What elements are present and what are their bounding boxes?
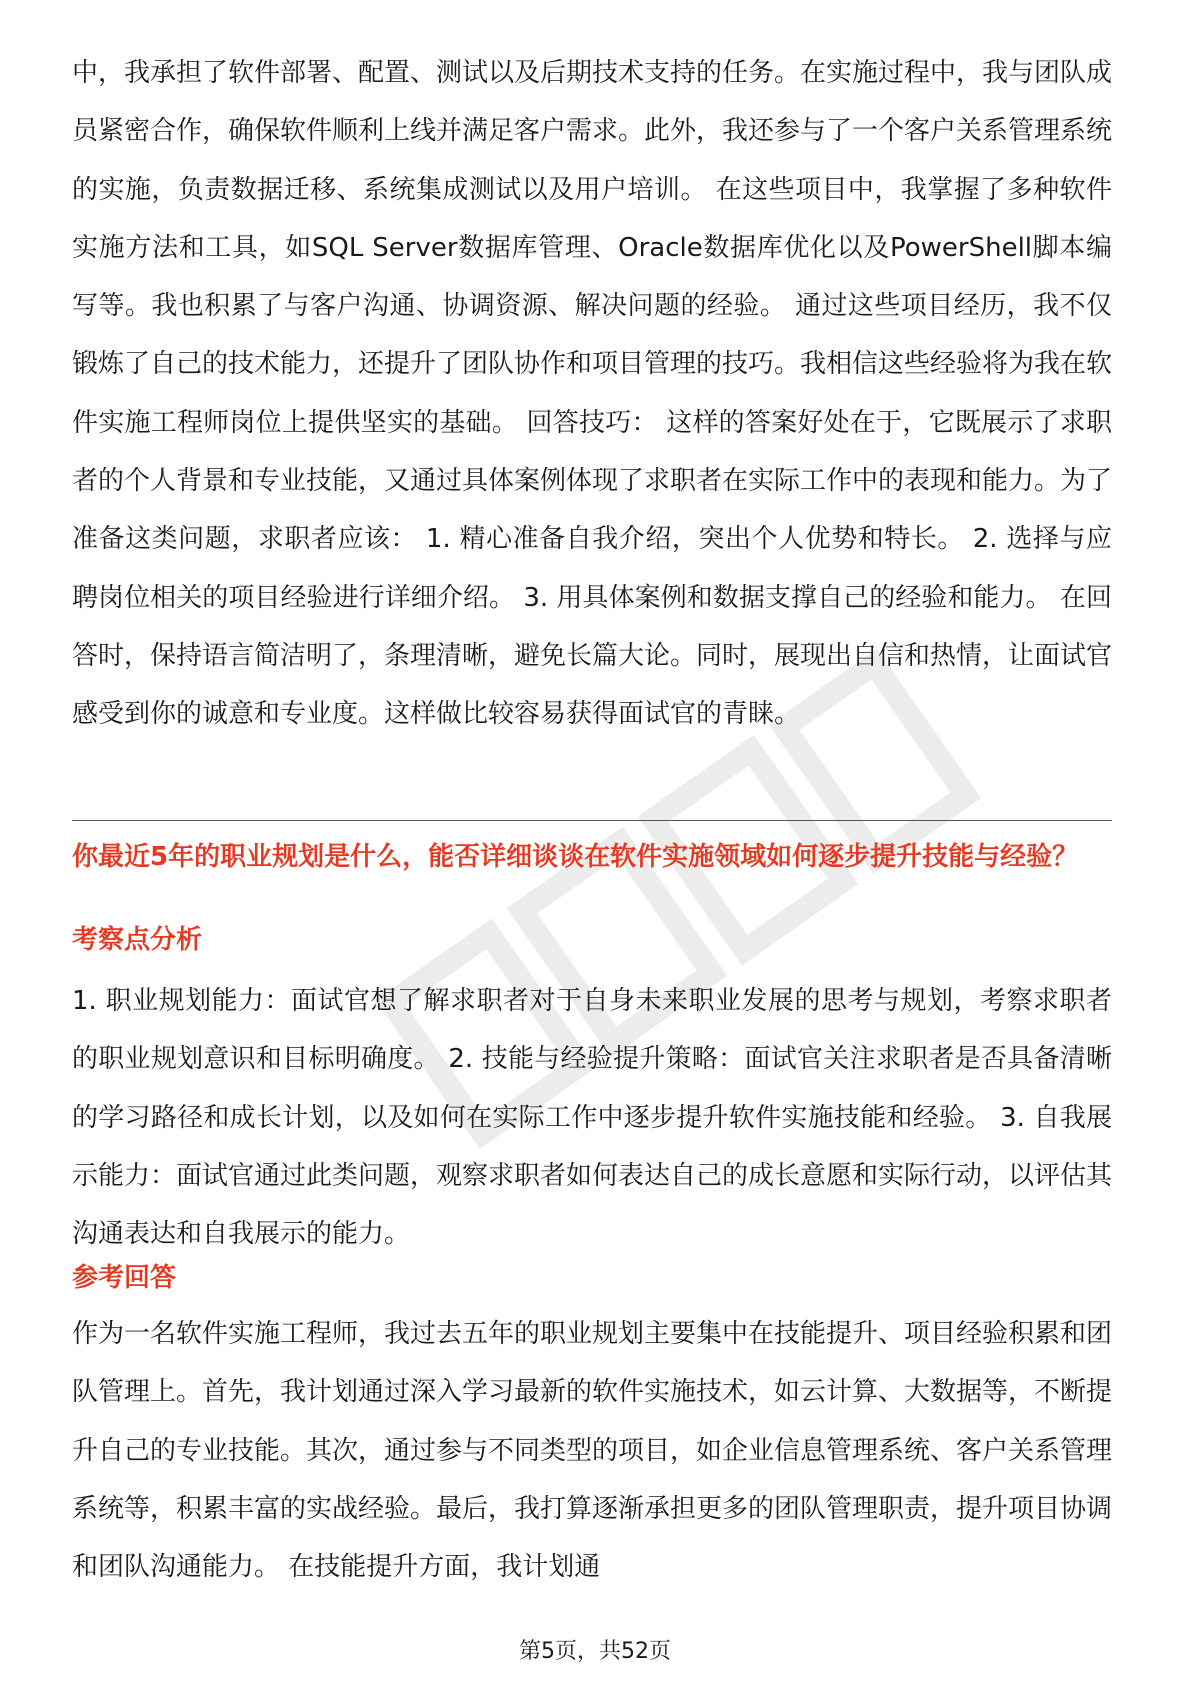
page-number: 第5页，共52页 — [519, 1639, 671, 1664]
question-heading: 你最近5年的职业规划是什么，能否详细谈谈在软件实施领域如何逐步提升技能与经验？ — [72, 842, 1079, 872]
section-divider — [72, 820, 1112, 821]
analysis-heading: 考察点分析 — [72, 925, 203, 955]
answer-text: 作为一名软件实施工程师，我过去五年的职业规划主要集中在技能提升、项目经验积累和团队管理上。首先，我计划通过深入学习最新的软件实施技术，如云计算、大数据等，不断提升自己的专业技能。其次，通过参与不同类型的项目，如企业信息管理系统、客户关系管理系统等，积累丰富的实战经验。最后，我打算逐渐承担更多的团队管理职责，提升项目协调和团队沟通能力。 在技能提升方面，我计划通 — [72, 1319, 1113, 1583]
analysis-section — [72, 972, 1112, 1263]
answer-heading: 参考回答 — [72, 1263, 177, 1293]
analysis-text: 1. 职业规划能力：面试官想了解求职者对于自身未来职业发展的思考与规划，考察求职者的职业规划意识和目标明确度。 2. 技能与经验提升策略：面试官关注求职者是否具备清晰的学习路径和成长计划，以及如何在实际工作中逐步提升软件实施技能和经验。 3. 自我展示能力：面试官通过此类问题，观察求职者如何表达自己的成长意愿和实际行动，以评估其沟通表达和自我展示的能力。 — [72, 986, 1113, 1250]
body-paragraph: 中，我承担了软件部署、配置、测试以及后期技术支持的任务。在实施过程中，我与团队成员紧密合作，确保软件顺利上线并满足客户需求。此外，我还参与了一个客户关系管理系统的实施，负责数据迁移、系统集成测试以及用户培训。 在这些项目中，我掌握了多种软件实施方法和工具，如SQL Server数据库管理、Oracle数据库优化以及PowerShell脚本编写等。我也积累了与客户沟通、协调资源、解决问题的经验。 通过这些项目经历，我不仅锻炼了自己的技术能力，还提升了团队协作和项目管理的技巧。我相信这些经验将为我在软件实施工程师岗位上提供坚实的基础。 回答技巧： 这样的答案好处在于，它既展示了求职者的个人背景和专业技能，又通过具体案例体现了求职者在实际工作中的表现和能力。为了准备这类问题，求职者应该： 1. 精心准备自我介绍，突出个人优势和特长。 2. 选择与应聘岗位相关的项目经验进行详细介绍。 3. 用具体案例和数据支撑自己的经验和能力。 在回答时，保持语言简洁明了，条理清晰，避免长篇大论。同时，展现出自信和热情，让面试官感受到你的诚意和专业度。这样做比较容易获得面试官的青睐。 — [72, 58, 1113, 730]
body-section — [72, 44, 1112, 744]
answer-section — [72, 1305, 1112, 1596]
